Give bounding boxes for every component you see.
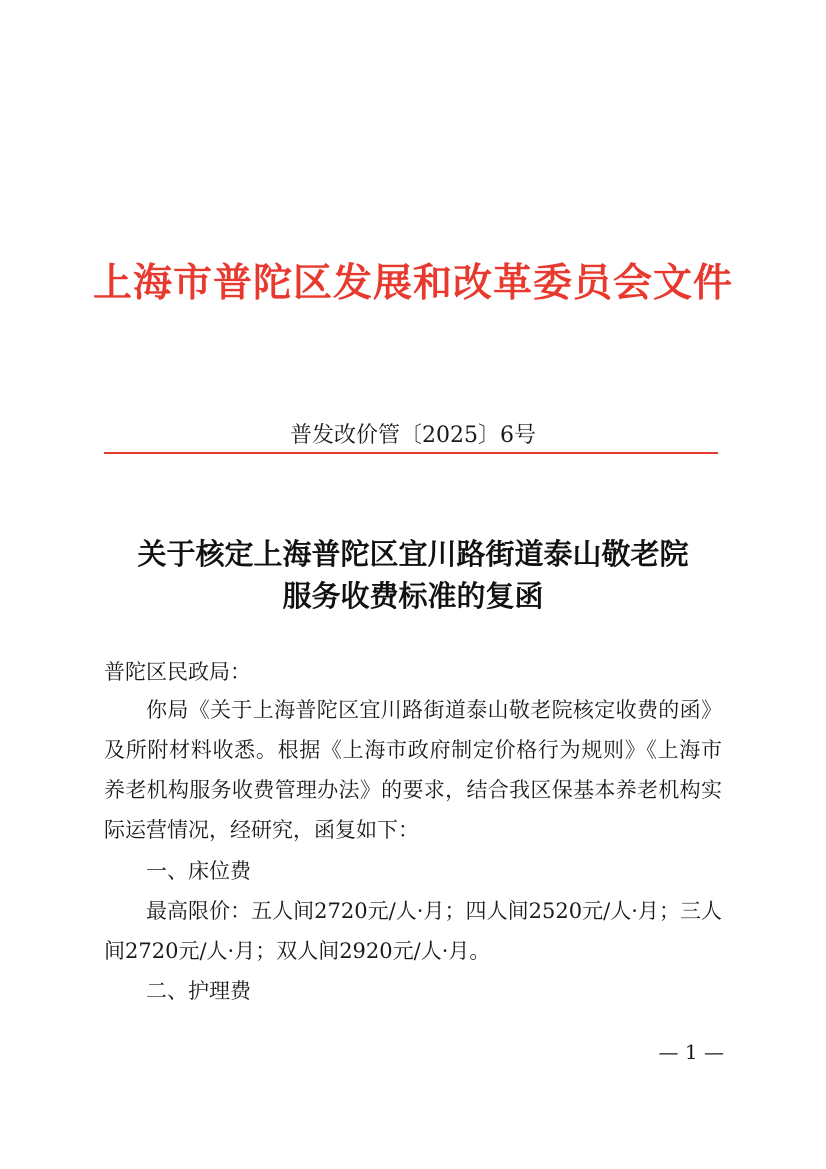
document-title-line-2: 服务收费标准的复函 (282, 579, 544, 613)
document-title-line-1: 关于核定上海普陀区宜川路街道泰山敬老院 (137, 537, 689, 571)
section-heading-bed-fee: 一、床位费 (146, 859, 251, 883)
document-number: 普发改价管〔2025〕6号 (290, 423, 536, 448)
masthead-title: 上海市普陀区发展和改革委员会文件 (92, 260, 733, 306)
bed-fee-price-text: 最高限价：五人间2720元/人·月；四人间2520元/人·月；三人间2720元/人·月；双人间2920元/人·月。 (104, 899, 722, 963)
section-heading-nursing-fee: 二、护理费 (146, 979, 251, 1003)
page-number: — 1 — (658, 1040, 724, 1064)
body-paragraph-1: 你局《关于上海普陀区宜川路街道泰山敬老院核定收费的函》及所附材料收悉。根据《上海市政府制定价格行为规则》《上海市养老机构服务收费管理办法》的要求，结合我区保基本养老机构实际运营情况，经研究，函复如下： (104, 698, 722, 842)
red-divider-line (104, 452, 718, 454)
salutation: 普陀区民政局： (104, 660, 251, 684)
